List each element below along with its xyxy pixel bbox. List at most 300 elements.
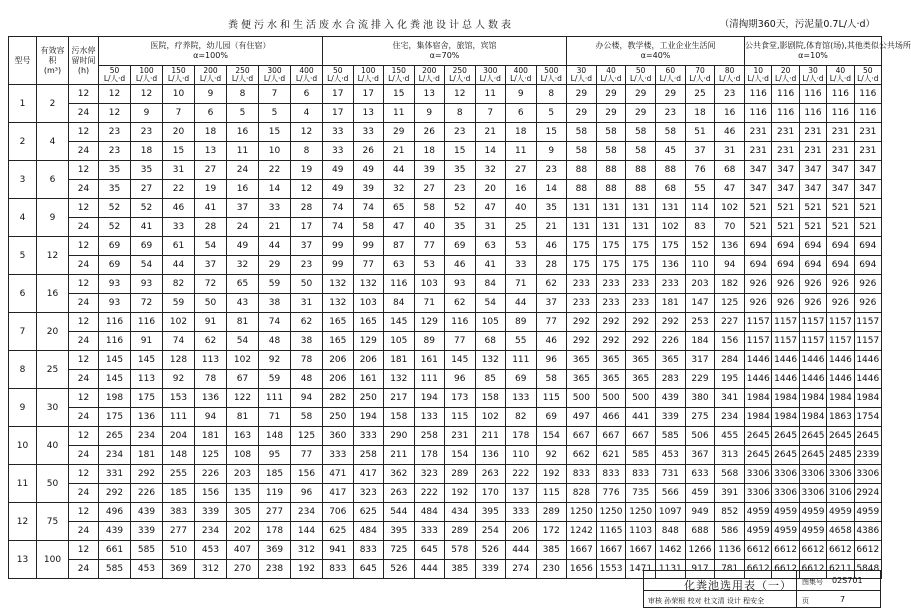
value-cell: 44: [163, 256, 195, 275]
flow-header: [685, 66, 715, 85]
value-cell: 292: [131, 465, 163, 484]
value-cell: 4959: [745, 522, 772, 541]
retention-cell: 12: [69, 465, 99, 484]
value-cell: 136: [195, 389, 227, 408]
value-cell: 125: [195, 446, 227, 465]
flow-value: 200: [422, 66, 437, 75]
value-cell: 2645: [799, 446, 826, 465]
value-cell: 2645: [854, 427, 881, 446]
retention-cell: 24: [69, 408, 99, 427]
value-cell: 500: [567, 389, 597, 408]
value-cell: 578: [445, 541, 476, 560]
flow-unit: L/人·d: [510, 74, 532, 83]
flow-unit: L/人·d: [388, 74, 410, 83]
value-cell: 3306: [799, 484, 826, 503]
value-cell: 1157: [854, 332, 881, 351]
value-cell: 89: [414, 332, 445, 351]
value-cell: 2645: [827, 427, 854, 446]
value-cell: 61: [163, 237, 195, 256]
retention-cell: 24: [69, 104, 99, 123]
value-cell: 52: [445, 199, 476, 218]
value-cell: 312: [291, 541, 323, 560]
value-cell: 1667: [596, 541, 626, 560]
header-row-groups: [9, 37, 882, 66]
value-cell: 226: [195, 465, 227, 484]
value-cell: 145: [384, 313, 415, 332]
value-cell: 383: [163, 503, 195, 522]
value-cell: 9: [536, 142, 567, 161]
value-cell: 192: [291, 560, 323, 579]
value-cell: 131: [626, 218, 656, 237]
flow-value: 50: [109, 66, 120, 75]
retention-cell: 24: [69, 294, 99, 313]
value-cell: 69: [506, 370, 537, 389]
value-cell: 231: [772, 142, 799, 161]
flow-value: 100: [139, 66, 154, 75]
value-cell: 54: [195, 237, 227, 256]
value-cell: 93: [131, 275, 163, 294]
value-cell: 74: [323, 218, 354, 237]
value-cell: 58: [536, 370, 567, 389]
value-cell: 46: [163, 199, 195, 218]
value-cell: 153: [163, 389, 195, 408]
value-cell: 417: [323, 484, 354, 503]
value-cell: 29: [567, 85, 597, 104]
value-cell: 161: [353, 370, 384, 389]
value-cell: 926: [772, 294, 799, 313]
value-cell: 76: [685, 161, 715, 180]
value-cell: 5: [536, 104, 567, 123]
value-cell: 18: [506, 123, 537, 142]
value-cell: 1097: [656, 503, 686, 522]
value-cell: 1656: [567, 560, 597, 579]
value-cell: 91: [131, 332, 163, 351]
value-cell: 585: [99, 560, 131, 579]
value-cell: 12: [99, 104, 131, 123]
flow-value: 70: [695, 66, 705, 75]
value-cell: 621: [596, 446, 626, 465]
value-cell: 33: [163, 218, 195, 237]
value-cell: 625: [323, 522, 354, 541]
table-row: [9, 541, 882, 560]
value-cell: 35: [99, 161, 131, 180]
value-cell: 230: [536, 560, 567, 579]
flow-value: 250: [235, 66, 250, 75]
table-row: [9, 294, 882, 313]
value-cell: 453: [195, 541, 227, 560]
model-cell: 6: [9, 275, 37, 313]
value-cell: 78: [195, 370, 227, 389]
flow-unit: L/人·d: [829, 74, 852, 83]
value-cell: 926: [772, 275, 799, 294]
flow-unit: L/人·d: [802, 74, 824, 83]
flow-unit: L/人·d: [540, 74, 562, 83]
value-cell: 694: [827, 237, 854, 256]
value-cell: 67: [227, 370, 259, 389]
value-cell: 175: [99, 408, 131, 427]
flow-unit: L/人·d: [231, 74, 254, 83]
value-cell: 28: [291, 199, 323, 218]
retention-cell: 12: [69, 351, 99, 370]
value-cell: 38: [259, 294, 291, 313]
value-cell: 69: [536, 408, 567, 427]
value-cell: 292: [99, 484, 131, 503]
retention-cell: 24: [69, 332, 99, 351]
value-cell: 4959: [827, 503, 854, 522]
table-row: [9, 389, 882, 408]
value-cell: 444: [414, 560, 445, 579]
flow-value: 10: [753, 66, 763, 75]
value-cell: 391: [715, 484, 745, 503]
group-name: 住宅，集体宿舍，旅馆，宾馆: [392, 41, 497, 50]
group-header: [99, 37, 323, 66]
value-cell: 119: [259, 484, 291, 503]
value-cell: 217: [384, 389, 415, 408]
value-cell: 194: [414, 389, 445, 408]
value-cell: 23: [656, 104, 686, 123]
retention-cell: 12: [69, 85, 99, 104]
value-cell: 58: [567, 123, 597, 142]
value-cell: 585: [656, 427, 686, 446]
value-cell: 694: [745, 256, 772, 275]
value-cell: 21: [259, 218, 291, 237]
value-cell: 49: [353, 161, 384, 180]
value-cell: 1446: [827, 351, 854, 370]
value-cell: 521: [745, 218, 772, 237]
value-cell: 68: [475, 332, 506, 351]
value-cell: 102: [715, 199, 745, 218]
value-cell: 99: [353, 237, 384, 256]
value-cell: 70: [715, 218, 745, 237]
flow-unit: L/人·d: [659, 74, 681, 83]
value-cell: 20: [163, 123, 195, 142]
value-cell: 58: [567, 142, 597, 161]
value-cell: 14: [475, 142, 506, 161]
value-cell: 317: [685, 351, 715, 370]
flow-header: [536, 66, 567, 85]
value-cell: 7: [475, 104, 506, 123]
flow-unit: L/人·d: [167, 74, 190, 83]
value-cell: 69: [99, 256, 131, 275]
value-cell: 305: [227, 503, 259, 522]
value-cell: 231: [745, 123, 772, 142]
flow-value: 300: [483, 66, 498, 75]
value-cell: 6612: [772, 560, 799, 579]
value-cell: 28: [536, 256, 567, 275]
retention-cell: 12: [69, 199, 99, 218]
value-cell: 496: [99, 503, 131, 522]
value-cell: 833: [626, 465, 656, 484]
group-alpha: α=70%: [429, 51, 460, 60]
volume-cell: 6: [37, 161, 69, 199]
value-cell: 203: [685, 275, 715, 294]
table-row: [9, 199, 882, 218]
value-cell: 20: [475, 180, 506, 199]
value-cell: 231: [854, 123, 881, 142]
value-cell: 688: [685, 522, 715, 541]
value-cell: 133: [414, 408, 445, 427]
value-cell: 108: [227, 446, 259, 465]
sheet-caption: 化粪池选用表（一）: [684, 579, 792, 592]
value-cell: 110: [506, 446, 537, 465]
value-cell: 776: [596, 484, 626, 503]
value-cell: 1984: [772, 389, 799, 408]
value-cell: 71: [414, 294, 445, 313]
value-cell: 233: [626, 294, 656, 313]
model-cell: 7: [9, 313, 37, 351]
value-cell: 202: [227, 522, 259, 541]
value-cell: 145: [99, 370, 131, 389]
value-cell: 18: [685, 104, 715, 123]
value-cell: 706: [323, 503, 354, 522]
value-cell: 667: [626, 427, 656, 446]
value-cell: 289: [445, 465, 476, 484]
value-cell: 158: [475, 389, 506, 408]
value-cell: 32: [227, 256, 259, 275]
table-row: [9, 465, 882, 484]
value-cell: 203: [227, 465, 259, 484]
value-cell: 369: [259, 541, 291, 560]
value-cell: 625: [353, 503, 384, 522]
flow-unit: L/人·d: [689, 74, 711, 83]
value-cell: 96: [291, 484, 323, 503]
value-cell: 53: [506, 237, 537, 256]
value-cell: 417: [353, 465, 384, 484]
value-cell: 55: [506, 332, 537, 351]
value-cell: 74: [259, 313, 291, 332]
value-cell: 105: [384, 332, 415, 351]
model-cell: 3: [9, 161, 37, 199]
model-cell: 1: [9, 85, 37, 123]
value-cell: 62: [536, 275, 567, 294]
value-cell: 145: [131, 351, 163, 370]
table-row: [9, 370, 882, 389]
value-cell: 694: [745, 237, 772, 256]
value-cell: 667: [596, 427, 626, 446]
flow-header: [384, 66, 415, 85]
flow-value: 60: [665, 66, 676, 75]
value-cell: 6: [195, 104, 227, 123]
value-cell: 144: [291, 522, 323, 541]
value-cell: 13: [353, 104, 384, 123]
group-name: 医院，疗养院，幼儿园（有住宿）: [150, 41, 271, 50]
table-row: [9, 123, 882, 142]
value-cell: 233: [567, 294, 597, 313]
flow-unit: L/人·d: [774, 74, 797, 83]
value-cell: 53: [414, 256, 445, 275]
value-cell: 99: [323, 256, 354, 275]
value-cell: 92: [536, 446, 567, 465]
value-cell: 113: [195, 351, 227, 370]
value-cell: 41: [475, 256, 506, 275]
value-cell: 37: [536, 294, 567, 313]
value-cell: 289: [536, 503, 567, 522]
value-cell: 250: [353, 389, 384, 408]
value-cell: 92: [259, 351, 291, 370]
volume-cell: 100: [37, 541, 69, 579]
value-cell: 48: [291, 370, 323, 389]
value-cell: 1250: [567, 503, 597, 522]
value-cell: 231: [854, 142, 881, 161]
value-cell: 441: [626, 408, 656, 427]
retention-cell: 24: [69, 484, 99, 503]
value-cell: 44: [506, 294, 537, 313]
value-cell: 233: [596, 294, 626, 313]
value-cell: 40: [414, 218, 445, 237]
value-cell: 37: [685, 142, 715, 161]
value-cell: 31: [291, 294, 323, 313]
value-cell: 231: [772, 123, 799, 142]
value-cell: 926: [745, 294, 772, 313]
value-cell: 35: [445, 218, 476, 237]
value-cell: 49: [323, 161, 354, 180]
value-cell: 125: [715, 294, 745, 313]
value-cell: 233: [656, 275, 686, 294]
retention-cell: 24: [69, 560, 99, 579]
value-cell: 8: [536, 85, 567, 104]
value-cell: 131: [626, 199, 656, 218]
value-cell: 52: [99, 199, 131, 218]
value-cell: 47: [715, 180, 745, 199]
value-cell: 852: [715, 503, 745, 522]
value-cell: 233: [626, 275, 656, 294]
flow-value: 40: [606, 66, 616, 75]
value-cell: 132: [475, 351, 506, 370]
flow-header: [567, 66, 597, 85]
flow-header: [626, 66, 656, 85]
volume-cell: 25: [37, 351, 69, 389]
value-cell: 5848: [854, 560, 881, 579]
value-cell: 347: [827, 161, 854, 180]
value-cell: 129: [353, 332, 384, 351]
value-cell: 122: [227, 389, 259, 408]
value-cell: 71: [259, 408, 291, 427]
value-cell: 35: [445, 161, 476, 180]
value-cell: 24: [227, 161, 259, 180]
value-cell: 93: [99, 275, 131, 294]
value-cell: 347: [745, 161, 772, 180]
value-cell: 15: [536, 123, 567, 142]
value-cell: 2339: [854, 446, 881, 465]
value-cell: 184: [685, 332, 715, 351]
value-cell: 175: [596, 256, 626, 275]
value-cell: 3306: [772, 465, 799, 484]
retention-header: [69, 37, 99, 85]
value-cell: 2645: [772, 446, 799, 465]
value-cell: 24: [227, 218, 259, 237]
value-cell: 74: [163, 332, 195, 351]
value-cell: 58: [596, 123, 626, 142]
value-cell: 54: [131, 256, 163, 275]
table-row: [9, 408, 882, 427]
value-cell: 116: [854, 85, 881, 104]
value-cell: 94: [715, 256, 745, 275]
value-cell: 88: [656, 161, 686, 180]
value-cell: 2645: [745, 427, 772, 446]
value-cell: 6612: [772, 541, 799, 560]
value-cell: 154: [445, 446, 476, 465]
value-cell: 91: [195, 313, 227, 332]
value-cell: 833: [353, 541, 384, 560]
model-cell: 12: [9, 503, 37, 541]
value-cell: 116: [799, 85, 826, 104]
value-cell: 1446: [799, 351, 826, 370]
value-cell: 4959: [772, 522, 799, 541]
value-cell: 8: [227, 85, 259, 104]
volume-cell: 40: [37, 427, 69, 465]
value-cell: 58: [626, 123, 656, 142]
value-cell: 781: [715, 560, 745, 579]
flow-header: [596, 66, 626, 85]
value-cell: 1157: [799, 332, 826, 351]
value-cell: 9: [131, 104, 163, 123]
volume-cell: 2: [37, 85, 69, 123]
value-cell: 69: [445, 237, 476, 256]
model-cell: 13: [9, 541, 37, 579]
value-cell: 116: [384, 275, 415, 294]
value-cell: 434: [445, 503, 476, 522]
value-cell: 32: [384, 180, 415, 199]
value-cell: 1446: [772, 351, 799, 370]
retention-cell: 12: [69, 161, 99, 180]
value-cell: 27: [195, 161, 227, 180]
value-cell: 19: [291, 161, 323, 180]
value-cell: 15: [445, 142, 476, 161]
value-cell: 439: [99, 522, 131, 541]
group-alpha: α=40%: [640, 51, 671, 60]
value-cell: 917: [685, 560, 715, 579]
value-cell: 231: [827, 142, 854, 161]
retention-cell: 24: [69, 256, 99, 275]
flow-value: 100: [361, 66, 376, 75]
value-cell: 385: [536, 541, 567, 560]
value-cell: 277: [259, 503, 291, 522]
flow-header: [827, 66, 854, 85]
value-cell: 94: [291, 389, 323, 408]
value-cell: 694: [854, 256, 881, 275]
value-cell: 165: [353, 313, 384, 332]
value-cell: 12: [445, 85, 476, 104]
value-cell: 58: [414, 199, 445, 218]
value-cell: 113: [131, 370, 163, 389]
volume-cell: 50: [37, 465, 69, 503]
value-cell: 735: [626, 484, 656, 503]
value-cell: 29: [567, 104, 597, 123]
value-cell: 1984: [799, 408, 826, 427]
value-cell: 1754: [854, 408, 881, 427]
value-cell: 926: [827, 275, 854, 294]
value-cell: 178: [414, 446, 445, 465]
value-cell: 103: [414, 275, 445, 294]
value-cell: 206: [506, 522, 537, 541]
value-cell: 521: [827, 218, 854, 237]
value-cell: 694: [799, 237, 826, 256]
value-cell: 3306: [827, 465, 854, 484]
value-cell: 84: [384, 294, 415, 313]
value-cell: 16: [715, 104, 745, 123]
value-cell: 96: [445, 370, 476, 389]
value-cell: 133: [506, 389, 537, 408]
value-cell: 170: [475, 484, 506, 503]
value-cell: 500: [596, 389, 626, 408]
value-cell: 12: [291, 123, 323, 142]
table-row: [9, 484, 882, 503]
value-cell: 129: [414, 313, 445, 332]
value-cell: 44: [384, 161, 415, 180]
value-cell: 13: [414, 85, 445, 104]
value-cell: 323: [353, 484, 384, 503]
flow-header: [854, 66, 881, 85]
